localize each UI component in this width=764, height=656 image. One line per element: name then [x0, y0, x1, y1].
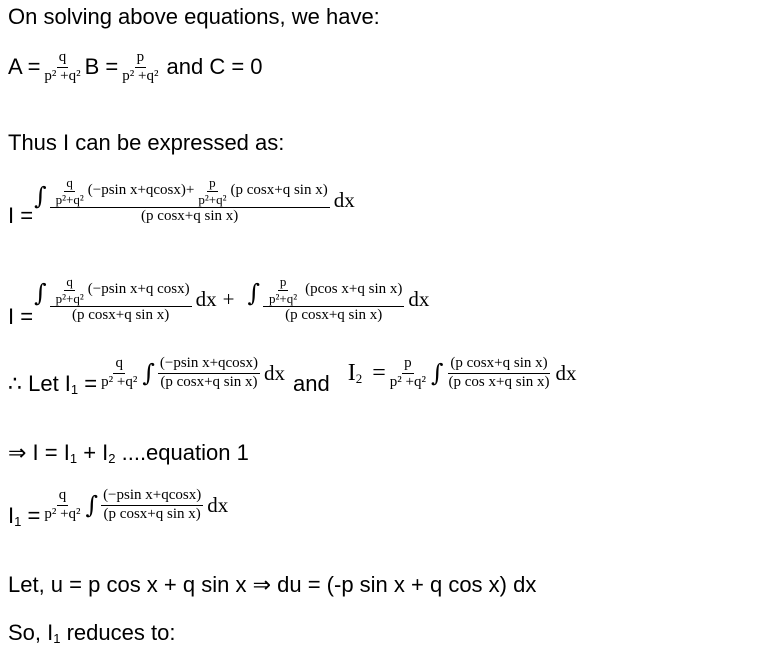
fraction-a-numerator: [50, 275, 192, 307]
let-i1: [8, 371, 97, 397]
a-fraction: [42, 50, 82, 85]
i2-label: [348, 360, 386, 387]
a-denominator: p² +q²: [44, 67, 81, 84]
i-equals-2: I =: [8, 304, 34, 330]
fraction-a: [50, 275, 192, 324]
coefficients-line: [8, 50, 263, 85]
sub-one-c: 1: [14, 513, 22, 529]
so-text: So, I: [8, 620, 54, 645]
i1-fraction: [158, 356, 260, 391]
sub-two-b: 2: [108, 451, 116, 466]
substitution-line: Let, u = p cos x + q sin x ⇒ du = (-p sin x + q cos x) dx: [8, 572, 537, 597]
plus-sign: +: [222, 287, 235, 312]
intro-text: On solving above equations, we have:: [8, 4, 380, 29]
i2-numerator: (p cosx+q sin x): [448, 356, 549, 374]
integral-sign-4: ∫: [142, 359, 155, 388]
q-over-pq-4: [42, 488, 82, 523]
pq-den-2: p²+q²: [198, 191, 227, 207]
fraction-a-denominator: (p cosx+q sin x): [72, 307, 170, 324]
reduces-line: [8, 620, 175, 646]
i2-fraction: [447, 356, 552, 391]
a-equals: A =: [8, 54, 41, 80]
term-two: (p cosx+q sin x): [230, 182, 328, 199]
q-num-2: q: [66, 274, 73, 289]
num-two: (pcos x+q sin x): [305, 281, 403, 298]
p-over-pq-2: [267, 275, 299, 305]
q-over-pq: [54, 176, 86, 206]
integral-sign-2: ∫: [34, 279, 47, 307]
and-text: and: [293, 370, 330, 396]
big-fraction: [50, 176, 330, 225]
b-fraction: [120, 50, 160, 85]
p-over-pq: [196, 176, 228, 206]
q-num: q: [66, 175, 73, 190]
dx-b: dx: [408, 287, 430, 312]
i-equals: I =: [8, 203, 34, 229]
fraction-b: [263, 275, 404, 324]
integral-sign-3: ∫: [247, 279, 261, 307]
i1-denominator-2: (p cosx+q sin x): [103, 505, 201, 522]
dx-d: dx: [555, 360, 577, 385]
sub-one: 1: [70, 381, 79, 397]
equation-label: ....equation 1: [115, 440, 249, 465]
dx: dx: [333, 188, 355, 213]
dx-a: dx: [195, 287, 217, 312]
equals-3: =: [21, 502, 41, 528]
i2-denominator: (p cos x+q sin x): [448, 373, 550, 390]
num-one: (−psin x+q cosx): [87, 281, 190, 298]
plus-i-text: + I: [77, 440, 109, 465]
dx-c: dx: [264, 360, 286, 385]
b-equals: B =: [84, 54, 119, 80]
i1-line: [8, 487, 229, 529]
pq-den-7: p² +q²: [44, 505, 81, 522]
p-num-3: p: [402, 356, 414, 374]
p-num: p: [209, 175, 216, 190]
integral-sign-5: ∫: [431, 359, 444, 388]
a-numerator: q: [57, 50, 69, 68]
pq-den: p²+q²: [55, 191, 84, 207]
q-num-4: q: [57, 488, 69, 506]
sub-two: 2: [355, 370, 363, 386]
p-num-2: p: [279, 274, 287, 289]
expressed-text: Thus I can be expressed as:: [8, 130, 285, 155]
implies-text: ⇒ I = I: [8, 440, 70, 465]
b-denominator: p² +q²: [122, 67, 159, 84]
i1-text: I: [8, 502, 15, 528]
i1-numerator-2: (−psin x+qcosx): [101, 488, 203, 506]
big-numerator: [50, 176, 330, 208]
q-over-pq-3: [99, 356, 139, 391]
fraction-b-numerator: [263, 275, 404, 307]
p-over-pq-3: [388, 356, 428, 391]
pq-den-6: p² +q²: [389, 373, 427, 390]
big-denominator: (p cosx+q sin x): [141, 208, 239, 225]
fraction-b-denominator: (p cosx+q sin x): [285, 307, 383, 324]
pq-den-5: p² +q²: [101, 373, 138, 390]
term-one: (−psin x+qcosx)+: [87, 182, 195, 199]
i1-denominator: (p cosx+q sin x): [160, 373, 258, 390]
equals-2: =: [372, 359, 386, 386]
q-num-3: q: [113, 356, 125, 374]
pq-den-4: p²+q²: [269, 290, 298, 306]
c-equals: and C = 0: [166, 54, 263, 80]
definitions-line: [8, 355, 577, 397]
i-text: I: [347, 359, 356, 386]
integral-expression-1: [8, 175, 355, 229]
i1-numerator: (−psin x+qcosx): [158, 356, 260, 374]
reduces-text: reduces to:: [60, 620, 176, 645]
sub-one-d: 1: [53, 631, 61, 646]
i1-fraction-2: [101, 488, 203, 523]
pq-den-3: p²+q²: [55, 290, 84, 306]
integral-sign: ∫: [34, 182, 47, 210]
let-text: ∴ Let I: [8, 370, 71, 396]
integral-expression-2: [8, 274, 430, 330]
equals: =: [78, 370, 98, 396]
i1-eq: [8, 503, 40, 529]
b-numerator: p: [135, 50, 147, 68]
sub-one-b: 1: [69, 451, 78, 466]
q-over-pq-2: [54, 275, 86, 305]
integral-sign-6: ∫: [85, 491, 99, 520]
dx-e: dx: [207, 492, 229, 517]
equation-one-line: [8, 440, 249, 466]
